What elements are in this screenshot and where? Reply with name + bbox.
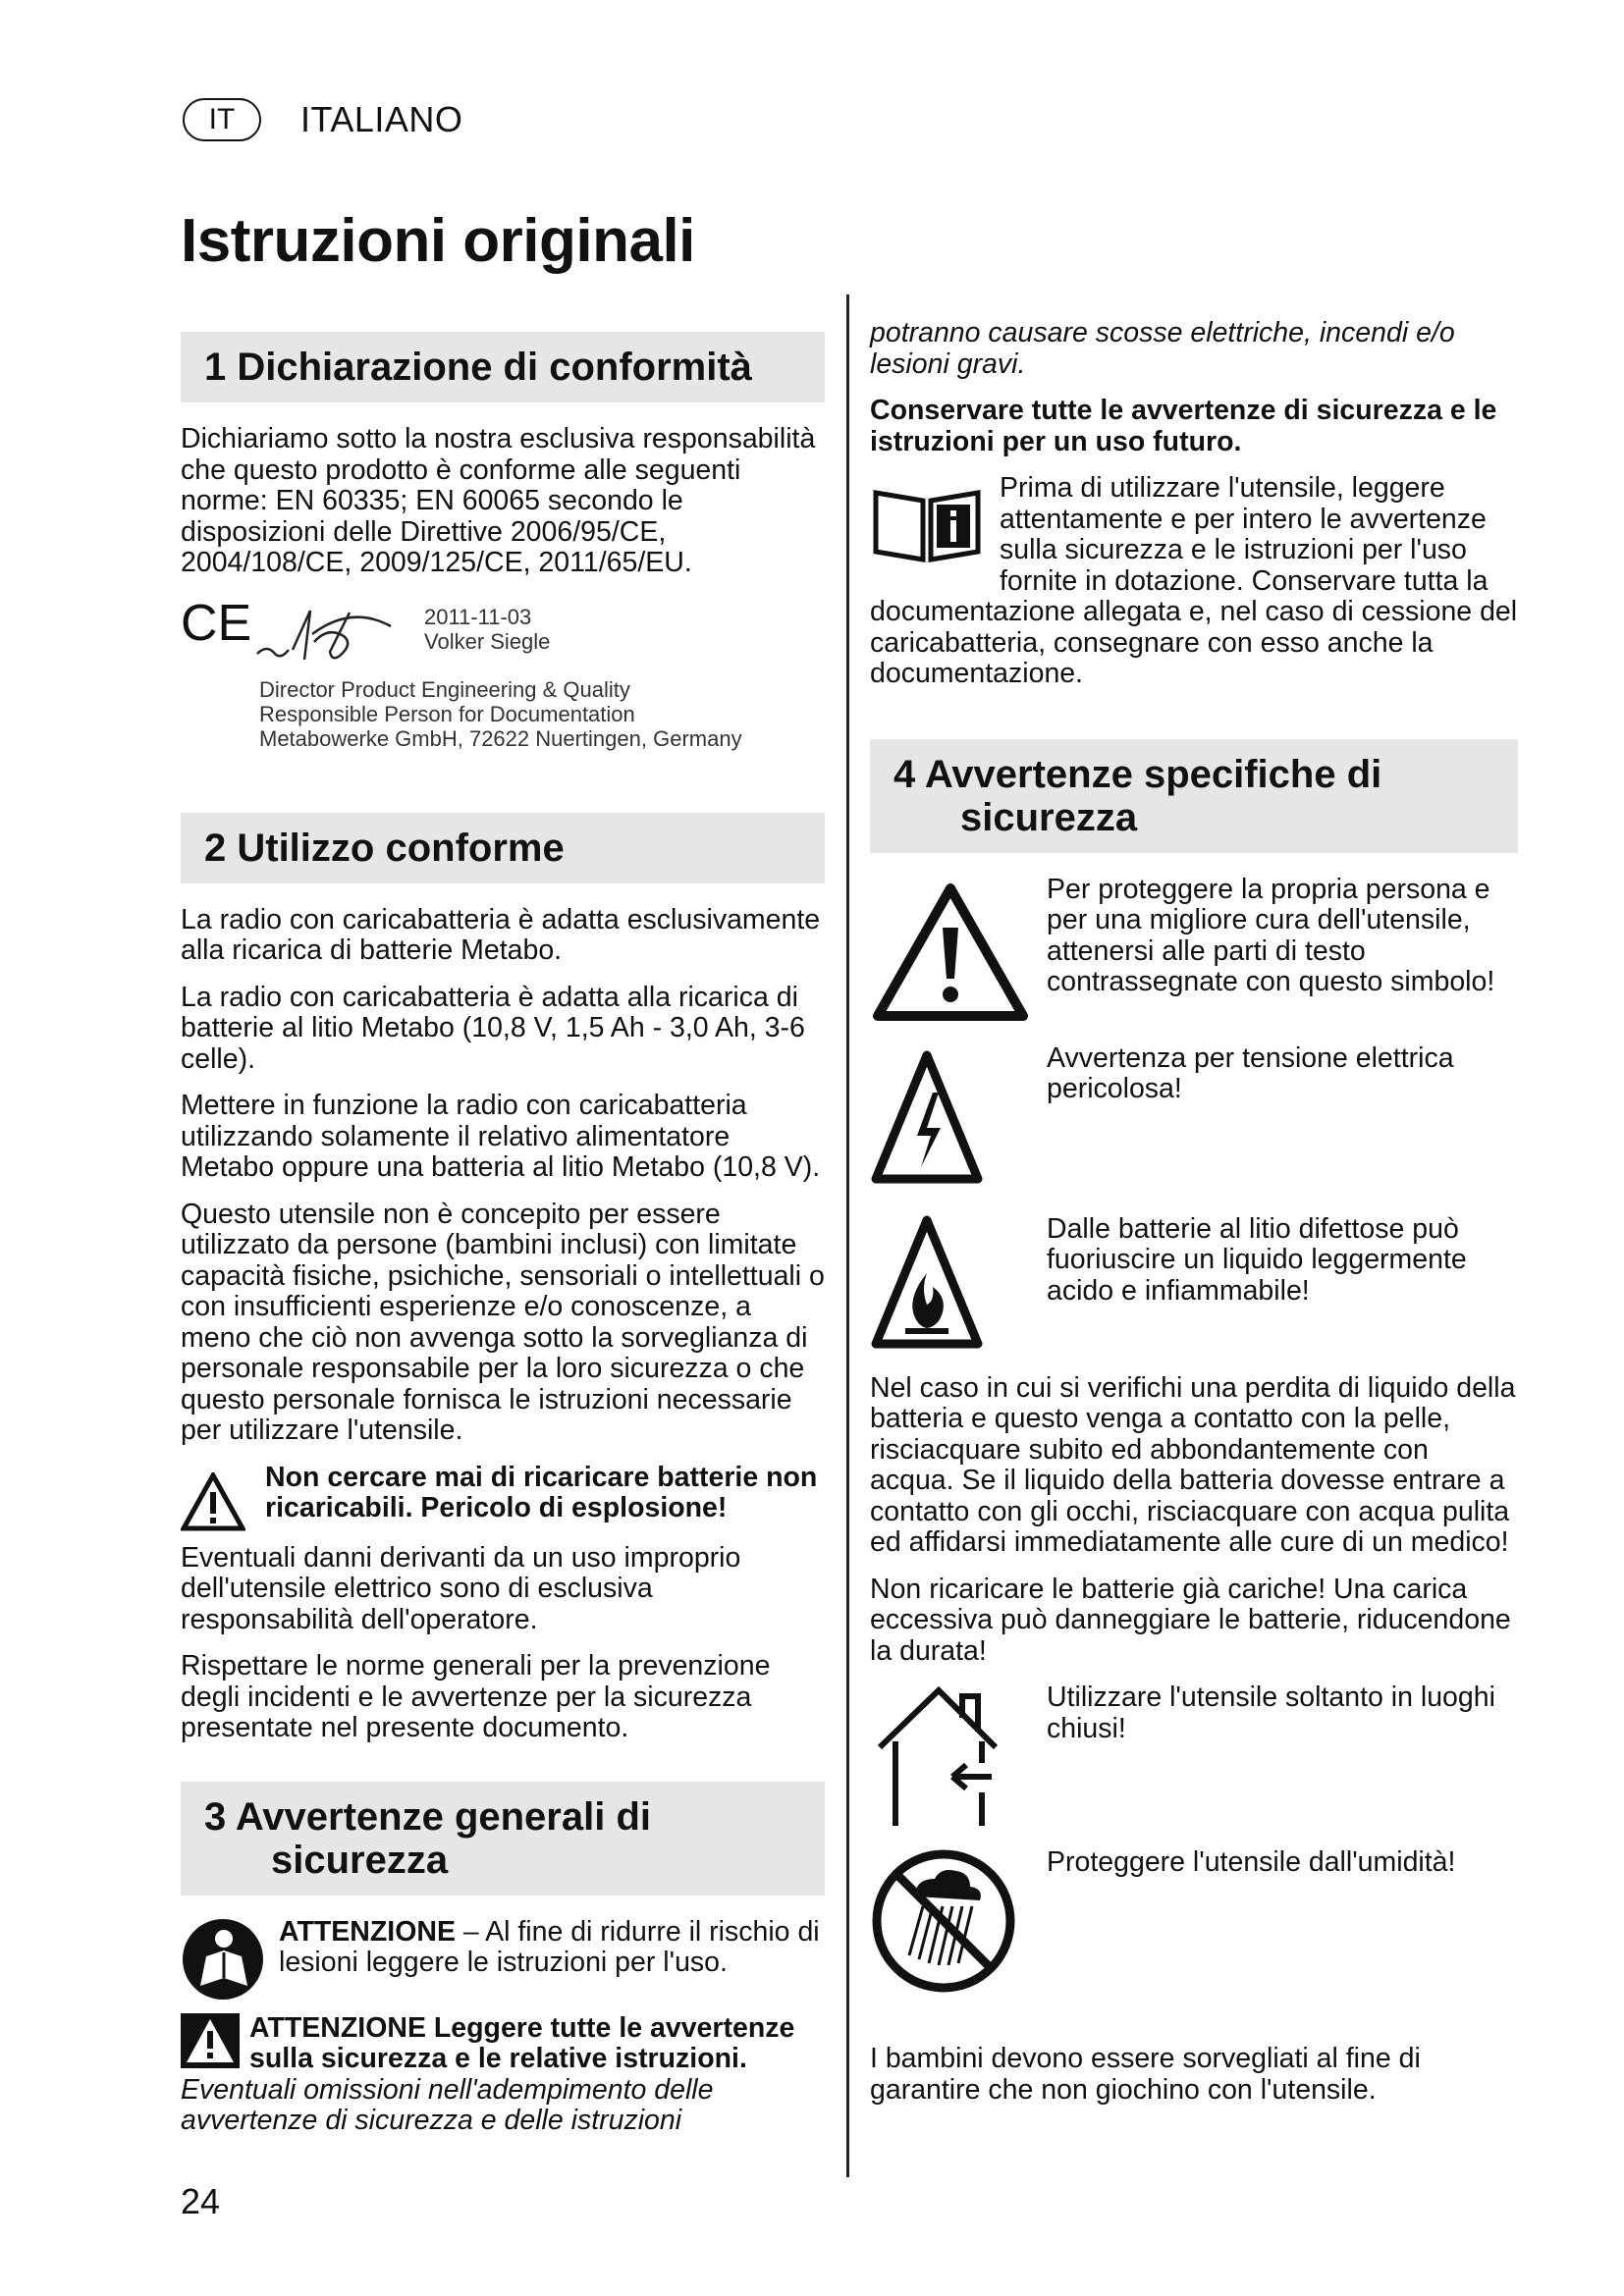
indoor-use [870, 1682, 1518, 1847]
usage-text-5: Eventuali danni derivanti da un uso improprio dell'utensile elettrico sono di esclusiva responsabilità dell'operatore. [181, 1541, 741, 1635]
signature-name: Volker Siegle [424, 628, 551, 654]
read-manual-icon [181, 1917, 265, 2002]
section-1-heading: 1 Dichiarazione di conformità [181, 332, 825, 402]
right-column [870, 318, 1518, 2121]
section-3-heading: 3 Avvertenze generali di sicurezza [181, 1782, 825, 1896]
language-header [183, 98, 462, 141]
warning-box-icon [181, 2013, 240, 2068]
explosion-warning [181, 1463, 825, 1531]
warning-triangle-icon [181, 1472, 245, 1531]
battery-leak-text: Nel caso in cui si verifichi una perdita di liquido della batteria e questo venga a contatto con la pelle, risciacquare subito ed abbondantemente con acqua. Se il liquido della batteria dovesse entrare a contatto con gli occhi, risciacquare con acqua pulita ed affidarsi immediatamente alle cure di un medico! [870, 1371, 1516, 1558]
attention-read-manual [181, 1917, 825, 2002]
signature-meta [424, 605, 550, 654]
general-warning [870, 875, 1518, 1043]
explosion-warning-text: Non cercare mai di ricaricare batterie non ricaricabili. Pericolo di esplosione! [265, 1461, 818, 1523]
electric-shock-icon [870, 1049, 984, 1187]
signature-scrawl-icon [253, 595, 420, 673]
warning-continuation: potranno causare scosse elettriche, incendi e/o lesioni gravi. [870, 317, 1455, 380]
moisture-protection-text: Proteggere l'utensile dall'umidità! [1047, 1846, 1456, 1878]
signature-date: 2011-11-03 [424, 604, 532, 629]
flammable-warning-text: Dalle batterie al litio difettose può fuoriuscire un liquido leggermente acido e infiammabile! [1047, 1212, 1467, 1307]
left-column [181, 332, 825, 2137]
general-warning-text: Per proteggere la propria persona e per una migliore cura dell'utensile, attenersi alle parti di testo contrassegnate con questo simbolo! [1047, 873, 1495, 997]
exclamation-warning-icon [870, 881, 1031, 1024]
flammable-warning [870, 1214, 1518, 1373]
usage-text-1: La radio con caricabatteria è adatta esclusivamente alla ricarica di batterie Metabo. [181, 903, 821, 966]
usage-text-2: La radio con caricabatteria è adatta alla ricarica di batterie al litio Metabo (10,8 V, 1,5 Ah - 3,0 Ah, 3-6 celle). [181, 981, 805, 1075]
attention-read-warnings: ATTENZIONE Leggere tutte le avvertenze sulla sicurezza e le relative istruzioni. Eventuali omissioni nell'adempimento delle avvertenze di sicurezza e delle istruzioni [181, 2011, 795, 2136]
section-2-heading: 2 Utilizzo conforme [181, 813, 825, 883]
electric-warning-text: Avvertenza per tensione elettrica pericolosa! [1047, 1041, 1454, 1104]
declaration-text: Dichiariamo sotto la nostra esclusiva responsabilità che questo prodotto è conforme alle seguenti norme: EN 60335; EN 60065 secondo le disposizioni delle Direttive 2006/95/CE, 2004/108/CE, 2009/125/CE, 2011/65/EU. [181, 423, 816, 578]
ce-mark: CE [181, 594, 252, 652]
language-code-badge: IT [183, 98, 261, 141]
signature-role: Director Product Engineering & Quality Responsible Person for Documentation Metabowerke GmbH, 72622 Nuertingen, Germany [259, 676, 742, 751]
page-title: Istruzioni originali [181, 207, 695, 275]
indoor-house-icon [870, 1682, 1007, 1830]
attention-read-manual-text: ATTENZIONE – Al fine di ridurre il rischio di lesioni leggere le istruzioni per l'uso. [279, 1915, 820, 1978]
section-4-heading: 4 Avvertenze specifiche di sicurezza [870, 739, 1518, 853]
overcharge-text: Non ricaricare le batterie già cariche! Una carica eccessiva può danneggiare le batterie, riducendone la durata! [870, 1573, 1511, 1667]
language-name: ITALIANO [300, 99, 463, 139]
electric-warning [870, 1043, 1518, 1214]
usage-text-3: Mettere in funzione la radio con caricabatteria utilizzando solamente il relativo alimentatore Metabo oppure una batteria al litio Metabo (10,8 V). [181, 1090, 821, 1183]
info-block [870, 473, 1518, 690]
info-book-icon [870, 483, 984, 565]
info-text: Prima di utilizzare l'utensile, leggere attentamente e per intero le avvertenze sulla sicurezza e le istruzioni per l'uso fornite in dotazione. Conservare tutta la documentazione allegata e, nel caso di cessione del caricabatteria, consegnare con esso anche la documentazione. [870, 472, 1518, 689]
usage-text-4: Questo utensile non è concepito per essere utilizzato da persone (bambini inclusi) con limitate capacità fisiche, psichiche, sensoriali o intellettuali o con insufficienti esperienze e/o conoscenze, a meno che ciò non avvenga sotto la sorveglianza di personale responsabile per la loro sicurezza o che questo personale fornisca le istruzioni necessarie per utilizzare l'utensile. [181, 1198, 825, 1446]
moisture-protection [870, 1847, 1518, 2044]
flammable-icon [870, 1214, 984, 1352]
page-number: 24 [181, 2181, 221, 2221]
column-divider [846, 294, 849, 2177]
no-rain-icon [870, 1847, 1017, 1995]
keep-instructions: Conservare tutte le avvertenze di sicurezza e le istruzioni per un uso futuro. [870, 395, 1497, 457]
signature-block [181, 595, 825, 777]
usage-text-6: Rispettare le norme generali per la prevenzione degli incidenti e le avvertenze per la sicurezza presentate nel presente documento. [181, 1650, 771, 1743]
indoor-use-text: Utilizzare l'utensile soltanto in luoghi chiusi! [1047, 1682, 1495, 1744]
children-text: I bambini devono essere sorvegliati al fine di garantire che non giochino con l'utensile. [870, 2043, 1421, 2106]
